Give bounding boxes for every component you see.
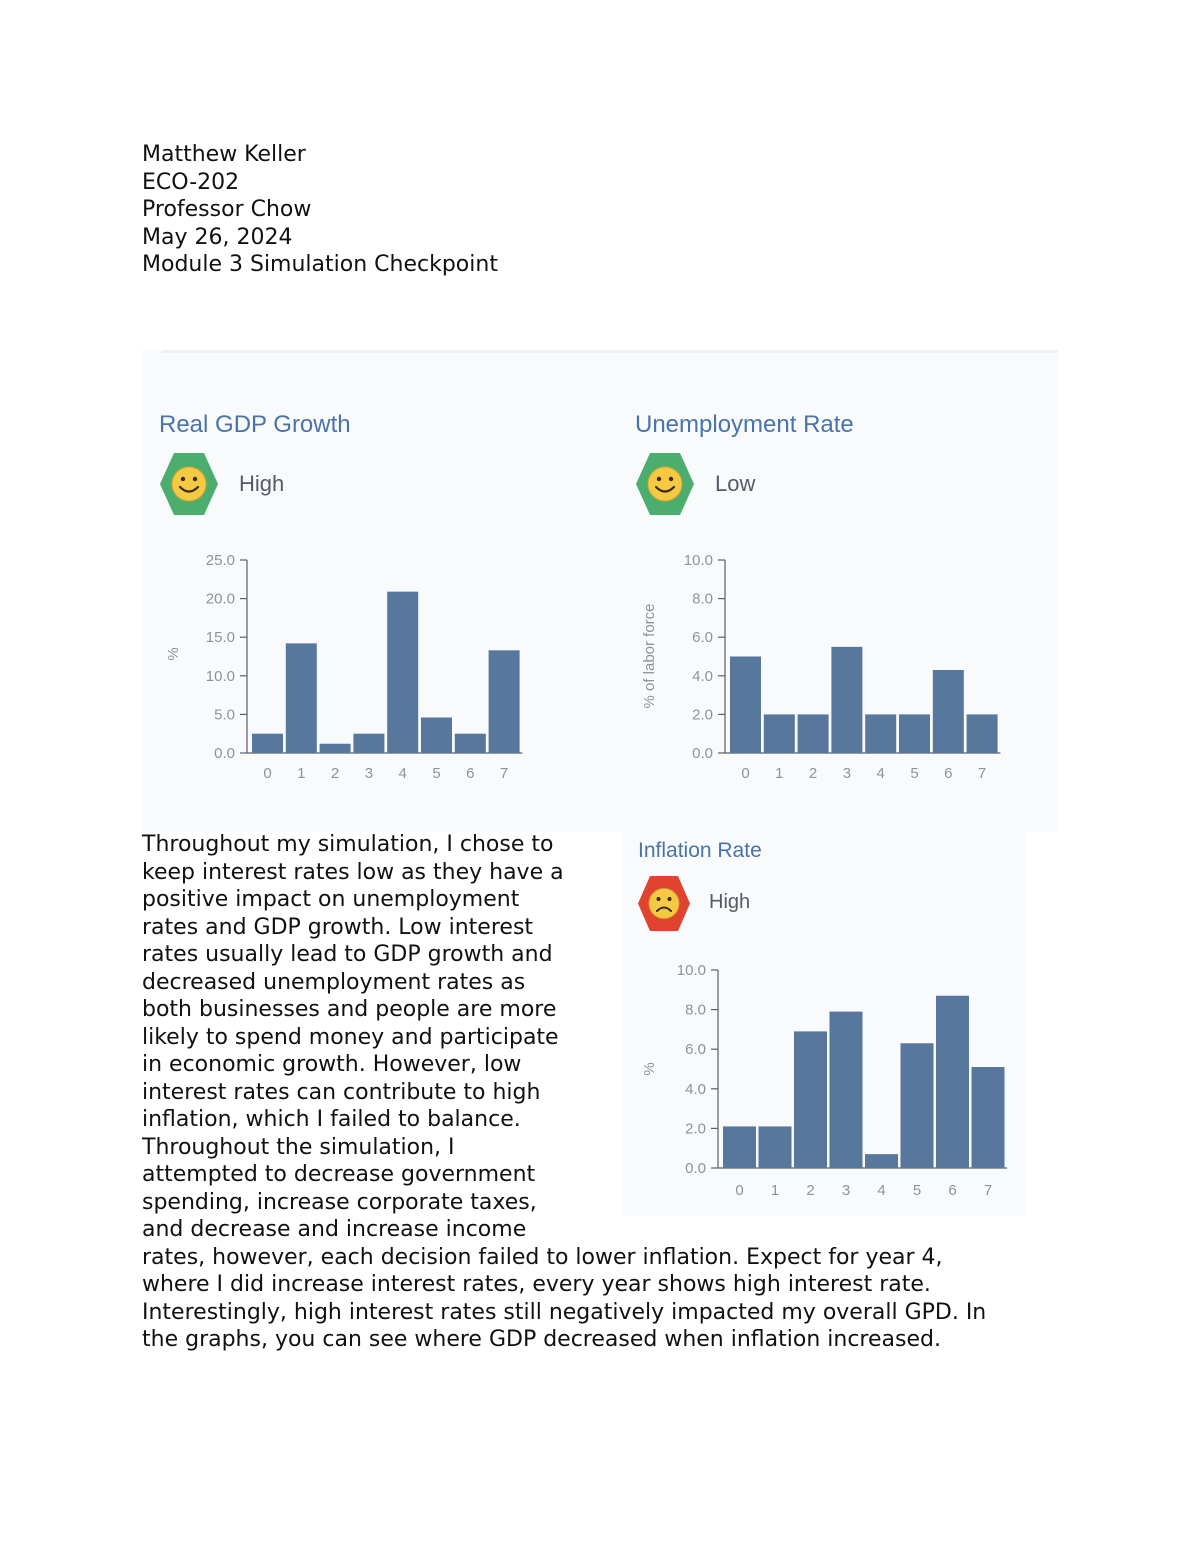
inflation-x-tick-label: 7 [983,1182,993,1199]
inflation-x-tick-label: 2 [806,1182,815,1199]
gdp-bar-2 [320,744,351,753]
unemployment-y-tick-label: 0.0 [692,745,713,762]
paragraph-line: keep interest rates low as they have a [142,859,564,885]
gdp-x-tick-label: 2 [330,765,340,782]
paragraph-line: Throughout my simulation, I chose to [142,832,554,857]
paragraph-line: spending, increase corporate taxes, [142,1189,537,1215]
inflation-x-tick-label: 0 [735,1182,744,1199]
unemployment-x-tick-label: 6 [944,765,953,782]
paragraph-line: interest rates can contribute to high [142,1079,541,1105]
gdp-y-tick-label: 10.0 [205,667,235,685]
gdp-bar-0 [252,734,283,753]
gdp-bar-1 [286,643,317,753]
document-date: May 26, 2024 [142,224,293,250]
gdp-bar-6 [455,734,486,753]
document-header [142,141,498,279]
unemployment-y-tick-label: 8.0 [692,590,713,608]
unemployment-bar-2 [798,714,829,753]
unemployment-bar-4 [865,714,896,753]
unemployment-bar-7 [967,714,998,753]
gdp-bar-5 [421,717,452,753]
unemployment-bar-5 [899,714,930,753]
unemployment-status: Low [715,471,756,496]
unemployment-x-tick-label: 1 [775,765,784,782]
paragraph-line: both businesses and people are more [142,997,557,1022]
gdp-bar-3 [353,734,384,753]
unemployment-y-tick-label: 6.0 [692,629,713,647]
gdp-x-tick-label: 5 [432,765,441,782]
inflation-y-tick-label: 4.0 [685,1080,706,1098]
paragraph-line: rates usually lead to GDP growth and [142,942,553,967]
assignment-title: Module 3 Simulation Checkpoint [142,252,498,277]
professor-name: Professor Chow [142,197,312,222]
paragraph-line: rates and GDP growth. Low interest [142,914,534,940]
gdp-y-tick-label: 0.0 [214,745,235,762]
inflation-y-tick-label: 10.0 [676,962,706,979]
unemployment-y-tick-label: 4.0 [692,667,713,685]
inflation-y-tick-label: 8.0 [685,1001,706,1019]
gdp-bar-chart [150,540,540,800]
inflation-x-tick-label: 3 [841,1182,851,1199]
reflection-paragraph [142,831,986,1354]
paragraph-line: likely to spend money and participate [142,1024,559,1050]
smiley-face-icon [635,452,695,516]
unemployment-bar-6 [933,670,964,753]
unemployment-bar-chart [628,540,1018,800]
paragraph-line: where I did increase interest rates, every year shows high interest rate. [142,1272,931,1297]
unemployment-x-tick-label: 4 [876,765,885,782]
gdp-y-tick-label: 25.0 [205,552,235,569]
paragraph-line: in economic growth. However, low [142,1052,522,1077]
gdp-y-tick-label: 15.0 [205,629,235,647]
unemployment-title: Unemployment Rate [635,411,854,438]
gdp-y-tick-label: 20.0 [205,590,235,608]
gdp-x-tick-label: 4 [398,765,407,782]
inflation-y-tick-label: 6.0 [685,1041,706,1059]
unemployment-bar-1 [764,714,795,753]
gdp-x-tick-label: 1 [297,765,306,782]
unemployment-x-tick-label: 2 [808,765,818,782]
inflation-y-tick-label: 2.0 [685,1120,706,1138]
gdp-x-tick-label: 0 [263,765,272,782]
unemployment-x-tick-label: 7 [977,765,987,782]
gdp-title: Real GDP Growth [159,411,351,438]
unemployment-bar-3 [831,647,862,753]
paragraph-line: the graphs, you can see where GDP decreased when inflation increased. [142,1327,941,1352]
unemployment-x-tick-label: 0 [741,765,750,782]
unemployment-x-tick-label: 5 [910,765,919,782]
gdp-x-tick-label: 3 [364,765,374,782]
gdp-y-axis-label: % [165,647,182,661]
unemployment-y-tick-label: 2.0 [692,706,713,724]
smiley-face-icon [159,452,219,516]
gdp-x-tick-label: 6 [466,765,475,782]
inflation-x-tick-label: 5 [912,1182,922,1199]
paragraph-line: inflation, which I failed to balance. [142,1107,521,1132]
gdp-bar-4 [387,592,418,753]
unemployment-x-tick-label: 3 [842,765,852,782]
author-name: Matthew Keller [142,142,306,167]
gdp-bar-7 [489,650,520,753]
inflation-x-tick-label: 6 [948,1182,957,1199]
paragraph-line: and decrease and increase income [142,1217,527,1242]
unemployment-y-axis-label: % of labor force [641,603,658,709]
course-code: ECO-202 [142,169,240,195]
inflation-x-tick-label: 4 [877,1182,886,1199]
gdp-status: High [239,471,285,496]
inflation-y-tick-label: 0.0 [685,1160,706,1177]
paragraph-line: Interestingly, high interest rates still negatively impacted my overall GPD. In [142,1299,987,1325]
inflation-y-axis-label: % [641,1062,658,1076]
gdp-y-tick-label: 5.0 [214,706,235,724]
unemployment-y-tick-label: 10.0 [683,552,713,569]
gdp-x-tick-label: 7 [499,765,509,782]
paragraph-line: decreased unemployment rates as [142,969,526,995]
paragraph-line: Throughout the simulation, I [142,1134,455,1160]
inflation-title: Inflation Rate [638,839,762,862]
paragraph-line: positive impact on unemployment [142,887,520,912]
paragraph-line: rates, however, each decision failed to lower inflation. Expect for year 4, [142,1244,943,1270]
unemployment-bar-0 [730,657,761,754]
inflation-status: High [709,891,751,913]
panel-divider [162,350,1058,353]
inflation-x-tick-label: 1 [770,1182,780,1199]
paragraph-line: attempted to decrease government [142,1162,536,1187]
